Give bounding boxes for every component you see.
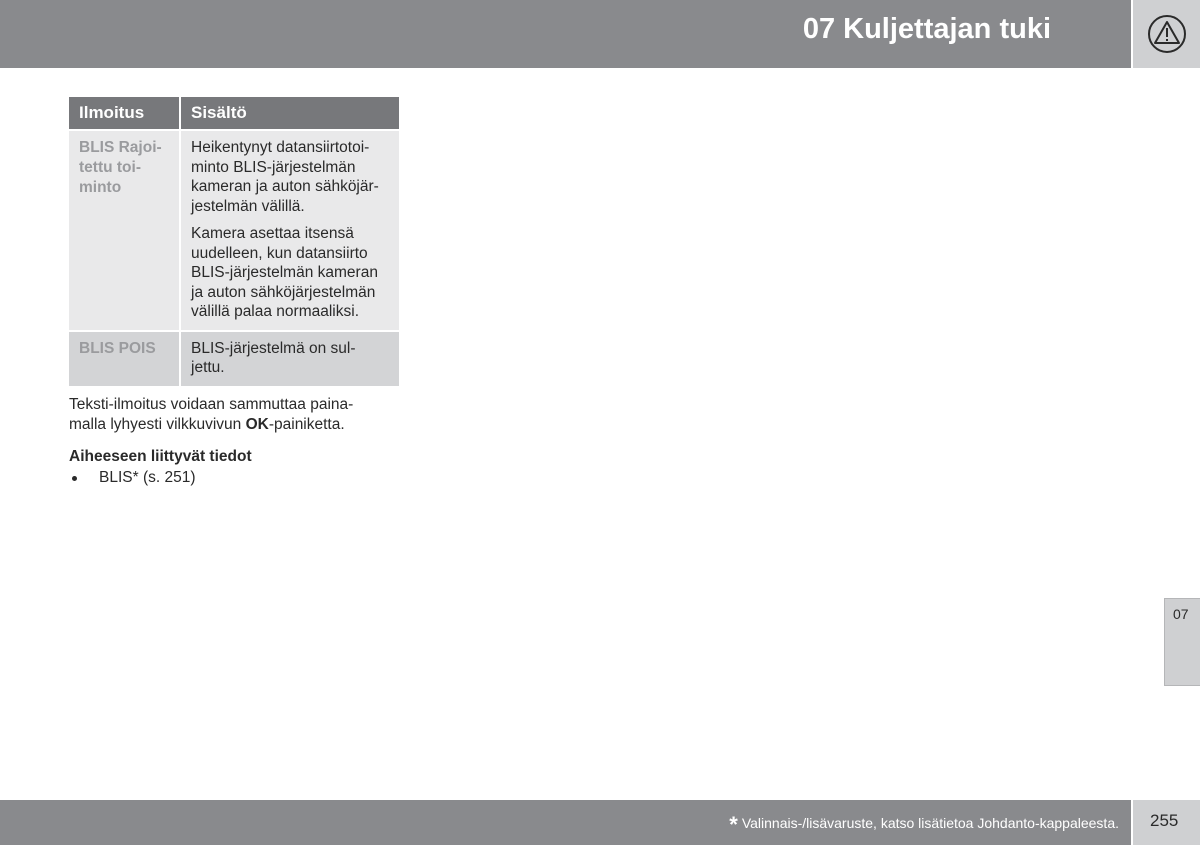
message-cell	[69, 131, 181, 330]
message-label: BLIS Rajoi- tettu toi- minto	[79, 139, 162, 196]
body-text-before: Teksti-ilmoitus voidaan sammuttaa paina- malla lyhyesti vilkkuvivun	[69, 396, 354, 433]
message-label: BLIS POIS	[79, 339, 156, 357]
footer-note-text: Valinnais-/lisävaruste, katso lisätietoa Johdanto-kappaleesta.	[741, 815, 1119, 831]
related-link-label[interactable]: BLIS* (s. 251)	[99, 469, 196, 486]
ok-keyword: OK	[245, 416, 269, 433]
table-row	[69, 332, 399, 388]
page-number-box	[1133, 800, 1200, 845]
asterisk-mark: *	[729, 812, 738, 837]
warning-triangle-icon	[1147, 14, 1187, 54]
related-heading: Aiheeseen liittyvät tiedot	[69, 448, 252, 465]
table-header-row	[69, 97, 399, 131]
body-paragraph	[69, 395, 389, 435]
column-header-content: Sisältö	[191, 103, 247, 122]
table-row	[69, 131, 399, 332]
body-text-after: -painiketta.	[268, 416, 345, 433]
page-number: 255	[1150, 811, 1179, 830]
content-paragraph: BLIS-järjestelmä on sul- jettu.	[191, 339, 356, 376]
content-paragraph: Heikentynyt datansiirtotoi- minto BLIS-järjestelmän kameran ja auton sähköjär- jestelmän välillä.	[191, 139, 379, 215]
content-paragraph: Kamera asettaa itsensä uudelleen, kun datansiirto BLIS-järjestelmän kameran ja auton sähköjärjestelmän välillä palaa normaaliksi.	[191, 225, 378, 320]
message-table	[69, 97, 399, 388]
side-tab-label: 07	[1173, 606, 1189, 622]
column-header-message: Ilmoitus	[69, 97, 181, 129]
header-bar	[0, 0, 1131, 68]
related-link-item[interactable]	[69, 468, 196, 488]
chapter-side-tab	[1164, 598, 1200, 686]
content-cell	[181, 332, 399, 386]
header-icon-box	[1133, 0, 1200, 68]
content-cell	[181, 131, 399, 330]
footer-note	[729, 812, 1119, 838]
chapter-title: 07 Kuljettajan tuki	[802, 13, 1051, 45]
bullet-icon	[72, 476, 77, 481]
footer-bar	[0, 800, 1131, 845]
message-cell	[69, 332, 181, 386]
